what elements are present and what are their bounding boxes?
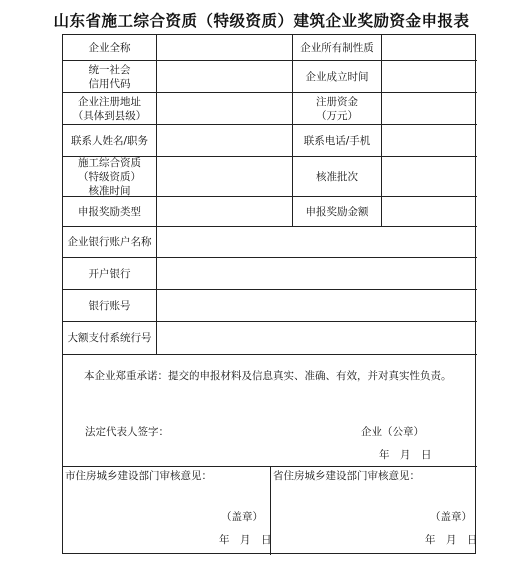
province-seal-label: （盖章） [430,511,472,523]
reg-address-field[interactable] [157,93,292,124]
label-credit-code: 统一社会 信用代码 [88,63,131,90]
application-form-table [62,34,476,554]
province-review-label: 省住房城乡建设部门审核意见： [273,470,420,482]
approval-time-field[interactable] [157,157,292,196]
clearing-no-field[interactable] [157,322,477,354]
company-name-field[interactable] [157,35,292,60]
province-review-opinion-field[interactable] [275,485,473,509]
label-bank-account-name: 企业银行账户名称 [67,236,152,248]
legal-rep-signature-field[interactable] [173,419,323,441]
label-clearing-no: 大额支付系统行号 [67,332,152,344]
pledge-text: 本企业郑重承诺：提交的申报材料及信息真实、准确、有效，并对真实性负责。 [84,370,452,382]
founded-field[interactable] [382,61,477,92]
bank-account-name-field[interactable] [157,227,477,257]
label-bank: 开户银行 [88,267,131,280]
label-approval-time: 施工综合资质 （特级资质） 核准时间 [78,156,141,197]
form-title: 山东省施工综合资质（特级资质）建筑企业奖励资金申报表 [53,12,470,30]
label-company-name: 企业全称 [88,41,131,54]
label-phone: 联系电话/手机 [303,134,371,147]
reward-amount-field[interactable] [382,197,477,226]
pledge-date: 年 月 日 [379,449,432,461]
label-reward-amount: 申报奖励金额 [305,205,369,218]
reg-capital-field[interactable] [382,93,477,124]
label-approval-batch: 核准批次 [316,170,358,183]
label-account-no: 银行账号 [88,299,131,312]
phone-field[interactable] [382,125,477,156]
legal-rep-sign-label: 法定代表人签字： [85,426,169,438]
ownership-field[interactable] [382,35,477,60]
label-reward-type: 申报奖励类型 [78,205,141,218]
label-reg-capital: 注册资金 （万元） [316,95,358,122]
label-reg-address: 企业注册地址 （具体到县级） [72,95,147,122]
bank-field[interactable] [157,258,477,289]
city-review-opinion-field[interactable] [67,485,267,509]
city-review-date: 年 月 日 [219,534,272,546]
credit-code-field[interactable] [157,61,292,92]
label-ownership: 企业所有制性质 [300,41,374,54]
approval-batch-field[interactable] [382,157,477,196]
account-no-field[interactable] [157,290,477,321]
city-review-label: 市住房城乡建设部门审核意见： [65,470,212,482]
reward-type-field[interactable] [157,197,292,226]
label-contact: 联系人姓名/职务 [70,134,149,147]
label-founded: 企业成立时间 [305,70,369,83]
company-seal-label: 企业（公章） [361,426,424,438]
city-seal-label: （盖章） [221,511,263,523]
province-review-date: 年 月 日 [425,534,478,546]
contact-field[interactable] [157,125,292,156]
